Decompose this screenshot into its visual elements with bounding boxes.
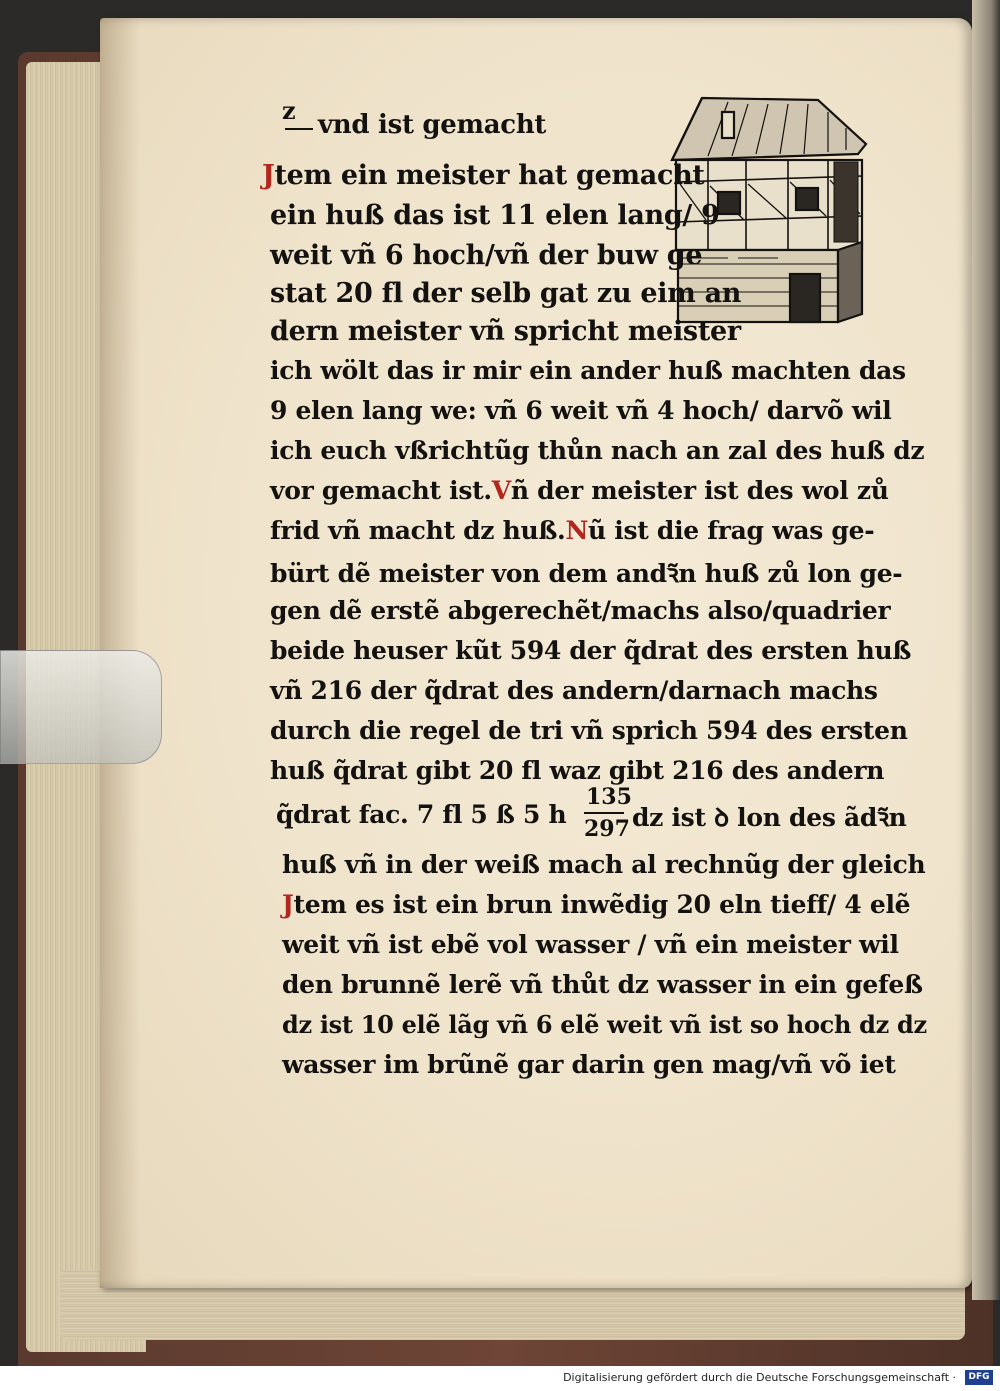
initial-letter: J [282,890,294,919]
page-clip [0,650,162,764]
fraction-line-tail: dz ist ꝺ lon des ãdꝛ̃n [632,803,907,832]
text-line: vor gemacht ist.Vñ der meister ist des wol zů [270,476,889,505]
text-line: huß vñ in der weiß mach al rechnũg der gleich [282,850,926,879]
text-line: gen dẽ erstẽ abgerechẽt/machs also/quadrier [270,596,891,625]
text-line: ich wölt das ir mir ein ander huß machten das [270,356,906,385]
initial-letter: J [262,160,275,191]
running-heading: vnd ist gemacht [318,110,547,140]
text-line: stat 20 fl der selb gat zu eim an [270,278,742,309]
text-line: dern meister vñ spricht meister [270,316,741,347]
text-line: Jtem es ist ein brun inwẽdig 20 eln tieff/ 4 elẽ [282,890,911,919]
signature-rule [285,128,313,130]
text-line: weit vñ 6 hoch/vñ der buw ge [270,240,703,271]
rubric-letter: N [565,516,589,545]
text-line: frid vñ macht dz huß.Nũ ist die frag was ge- [270,516,875,545]
dfg-logo-icon: DFG [965,1370,993,1385]
text-line: vñ 216 der q̃drat des andern/darnach machs [270,676,878,705]
fraction-numerator: 135 [586,784,632,810]
text-line: huß q̃drat gibt 20 fl waz gibt 216 des andern [270,756,885,785]
text-line: dz ist 10 elẽ lãg vñ 6 elẽ weit vñ ist so hoch dz dz [282,1010,927,1039]
text-line: durch die regel de tri vñ sprich 594 des ersten [270,716,908,745]
text-line: ein huß das ist 11 elen lang/ 9 [270,200,720,231]
text-line: den brunnẽ lerẽ vñ thůt dz wasser in ein gefeß [282,970,923,999]
footer-credit: Digitalisierung gefördert durch die Deutsche Forschungsgemeinschaft · [563,1371,956,1384]
text-line: Jtem ein meister hat gemacht [262,160,705,191]
facing-page-edge [972,0,1000,1300]
text-line: weit vñ ist ebẽ vol wasser / vñ ein meister wil [282,930,899,959]
text-line: 9 elen lang we: vñ 6 weit vñ 4 hoch/ darvõ wil [270,396,892,425]
fraction-denominator: 297 [584,816,630,842]
text-line: ich euch vßrichtũg thůn nach an zal des huß dz [270,436,925,465]
fraction-bar [584,812,624,814]
text-line: beide heuser kũt 594 der q̃drat des ersten huß [270,636,912,665]
fraction-line-text: q̃drat fac. 7 fl 5 ß 5 h [276,800,567,829]
text-line: wasser im brũnẽ gar darin gen mag/vñ võ iet [282,1050,896,1079]
signature-mark: z [282,96,296,125]
text-line: bürt dẽ meister von dem andꝛ̃n huß zů lon ge- [270,559,903,588]
rubric-letter: V [491,476,511,505]
